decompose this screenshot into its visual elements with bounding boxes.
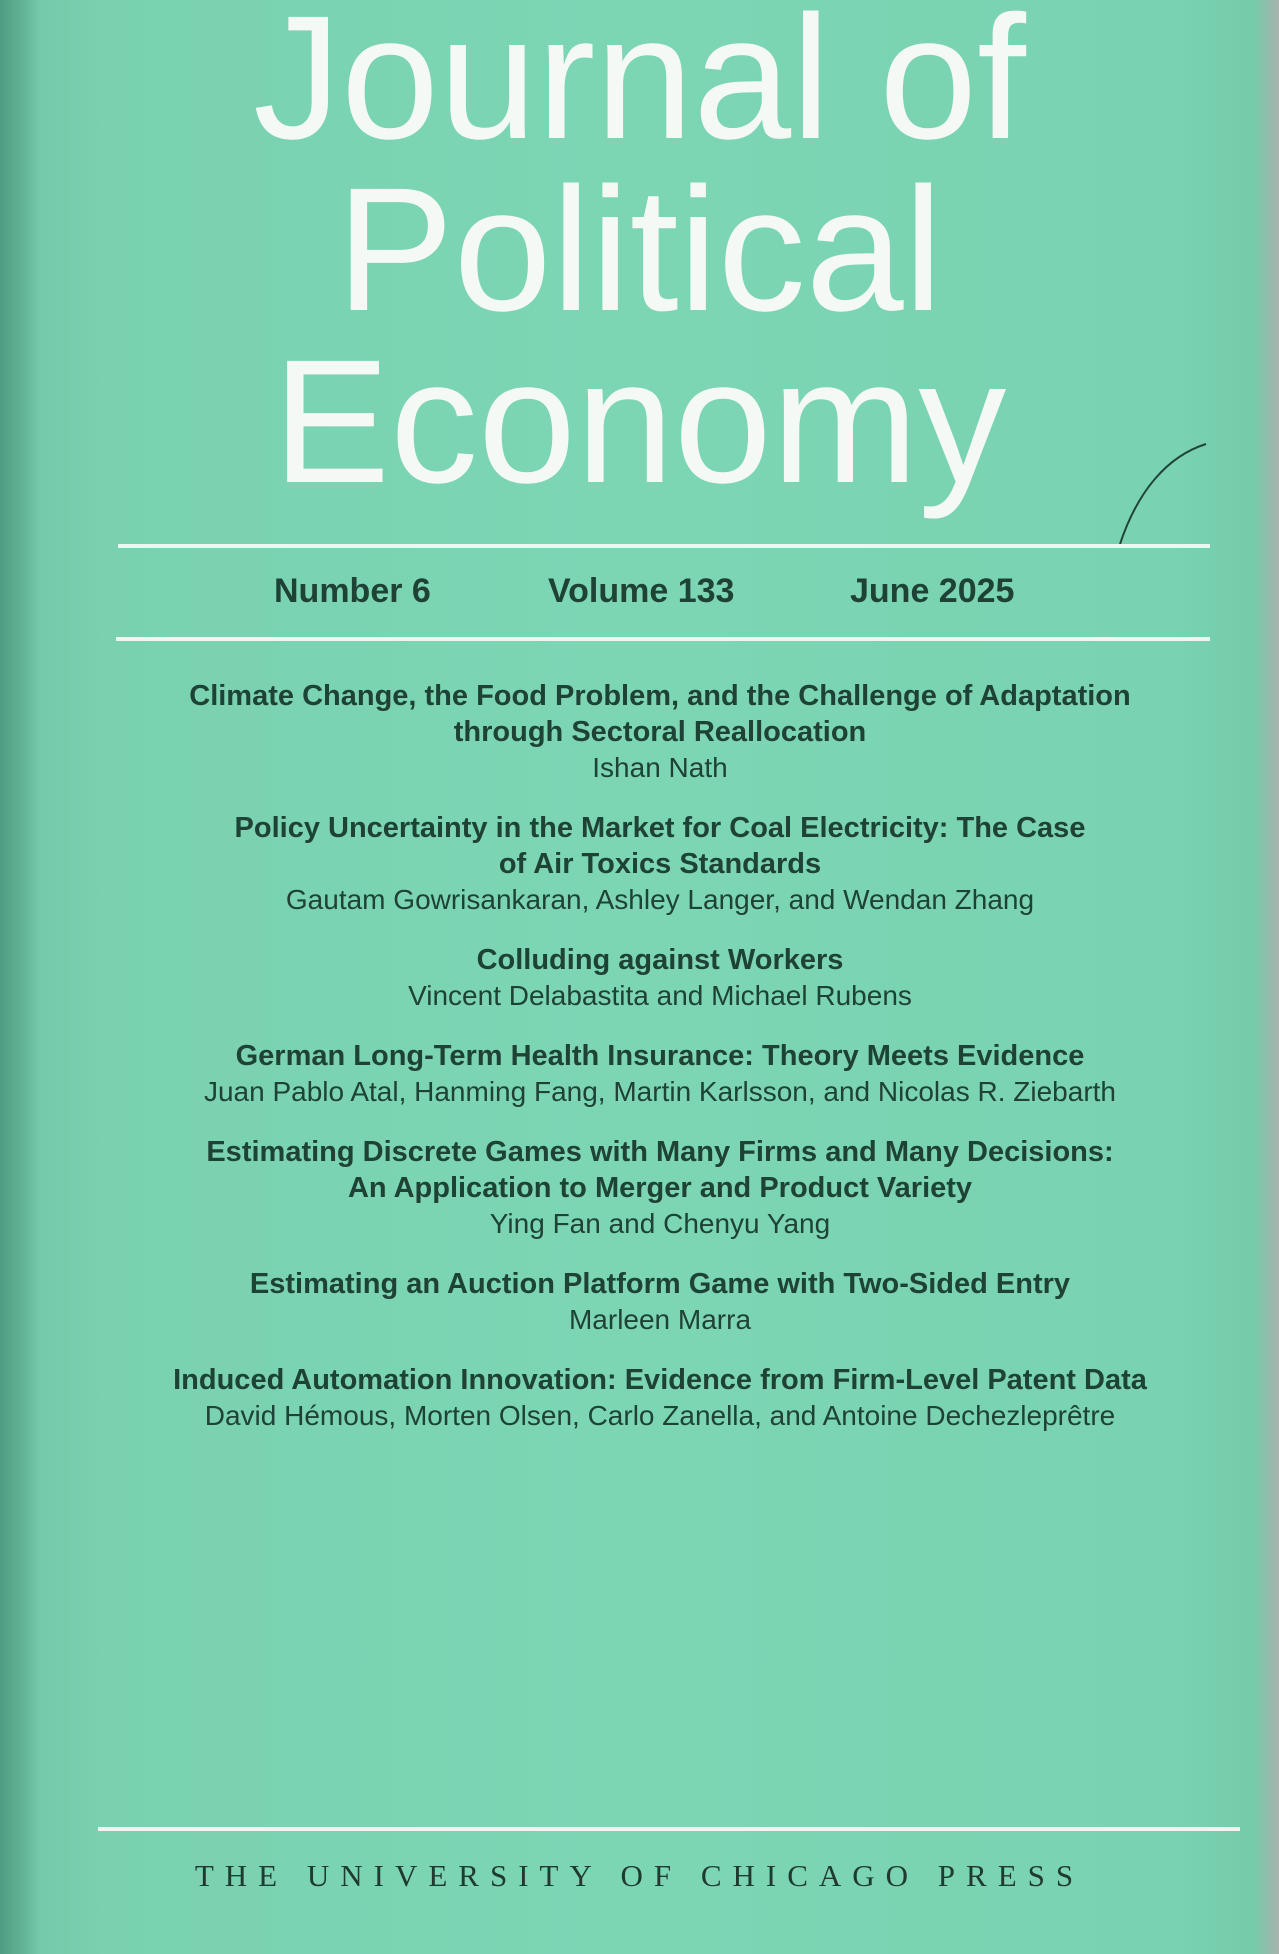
issue-volume: Volume 133 — [548, 572, 735, 610]
divider-top — [118, 544, 1210, 548]
divider-bottom — [98, 1827, 1240, 1831]
article-title — [120, 1038, 1200, 1074]
article-authors: Marleen Marra — [568, 1304, 752, 1335]
article-authors: Ishan Nath — [592, 752, 728, 783]
table-of-contents — [120, 678, 1200, 1458]
article-entry — [120, 1038, 1200, 1110]
article-title — [120, 942, 1200, 978]
divider-middle — [116, 637, 1210, 641]
journal-title-line: Economy — [272, 324, 1007, 520]
article-entry — [120, 942, 1200, 1014]
article-title-line: Estimating an Auction Platform Game with Two-Sided Entry — [249, 1268, 1071, 1300]
article-title — [120, 810, 1200, 882]
article-title-line: An Application to Merger and Product Variety — [347, 1172, 973, 1204]
article-title — [120, 678, 1200, 750]
article-title-line: Colluding against Workers — [476, 944, 844, 976]
issue-date: June 2025 — [850, 572, 1015, 610]
article-entry — [120, 1134, 1200, 1242]
article-entry — [120, 1362, 1200, 1434]
article-entry — [120, 678, 1200, 786]
article-title — [120, 1266, 1200, 1302]
journal-title-line: Political — [336, 152, 943, 348]
issue-info — [0, 572, 1279, 616]
article-authors: Ying Fan and Chenyu Yang — [489, 1208, 831, 1239]
article-title-line: Climate Change, the Food Problem, and the Challenge of Adaptation — [189, 680, 1131, 712]
article-authors: Gautam Gowrisankaran, Ashley Langer, and Wendan Zhang — [285, 884, 1035, 915]
article-authors: Vincent Delabastita and Michael Rubens — [408, 980, 912, 1011]
article-title — [120, 1362, 1200, 1398]
article-entry — [120, 1266, 1200, 1338]
journal-title — [0, 0, 1279, 520]
journal-title-line: Journal of — [253, 0, 1026, 176]
article-title-line: Induced Automation Innovation: Evidence from Firm-Level Patent Data — [173, 1364, 1147, 1396]
article-authors: David Hémous, Morten Olsen, Carlo Zanella, and Antoine Dechezleprêtre — [204, 1400, 1116, 1431]
article-title-line: Estimating Discrete Games with Many Firms and Many Decisions: — [206, 1136, 1114, 1168]
publisher-name: THE UNIVERSITY OF CHICAGO PRESS — [194, 1858, 1085, 1893]
article-entry — [120, 810, 1200, 918]
article-title-line: German Long-Term Health Insurance: Theory Meets Evidence — [235, 1040, 1085, 1072]
article-title-line: of Air Toxics Standards — [498, 848, 822, 880]
article-title-line: Policy Uncertainty in the Market for Coal Electricity: The Case — [234, 812, 1086, 844]
pen-stroke-mark — [1118, 440, 1208, 550]
article-title-line: through Sectoral Reallocation — [453, 716, 867, 748]
article-authors: Juan Pablo Atal, Hanming Fang, Martin Karlsson, and Nicolas R. Ziebarth — [203, 1076, 1116, 1107]
issue-number: Number 6 — [274, 572, 431, 610]
article-title — [120, 1134, 1200, 1206]
